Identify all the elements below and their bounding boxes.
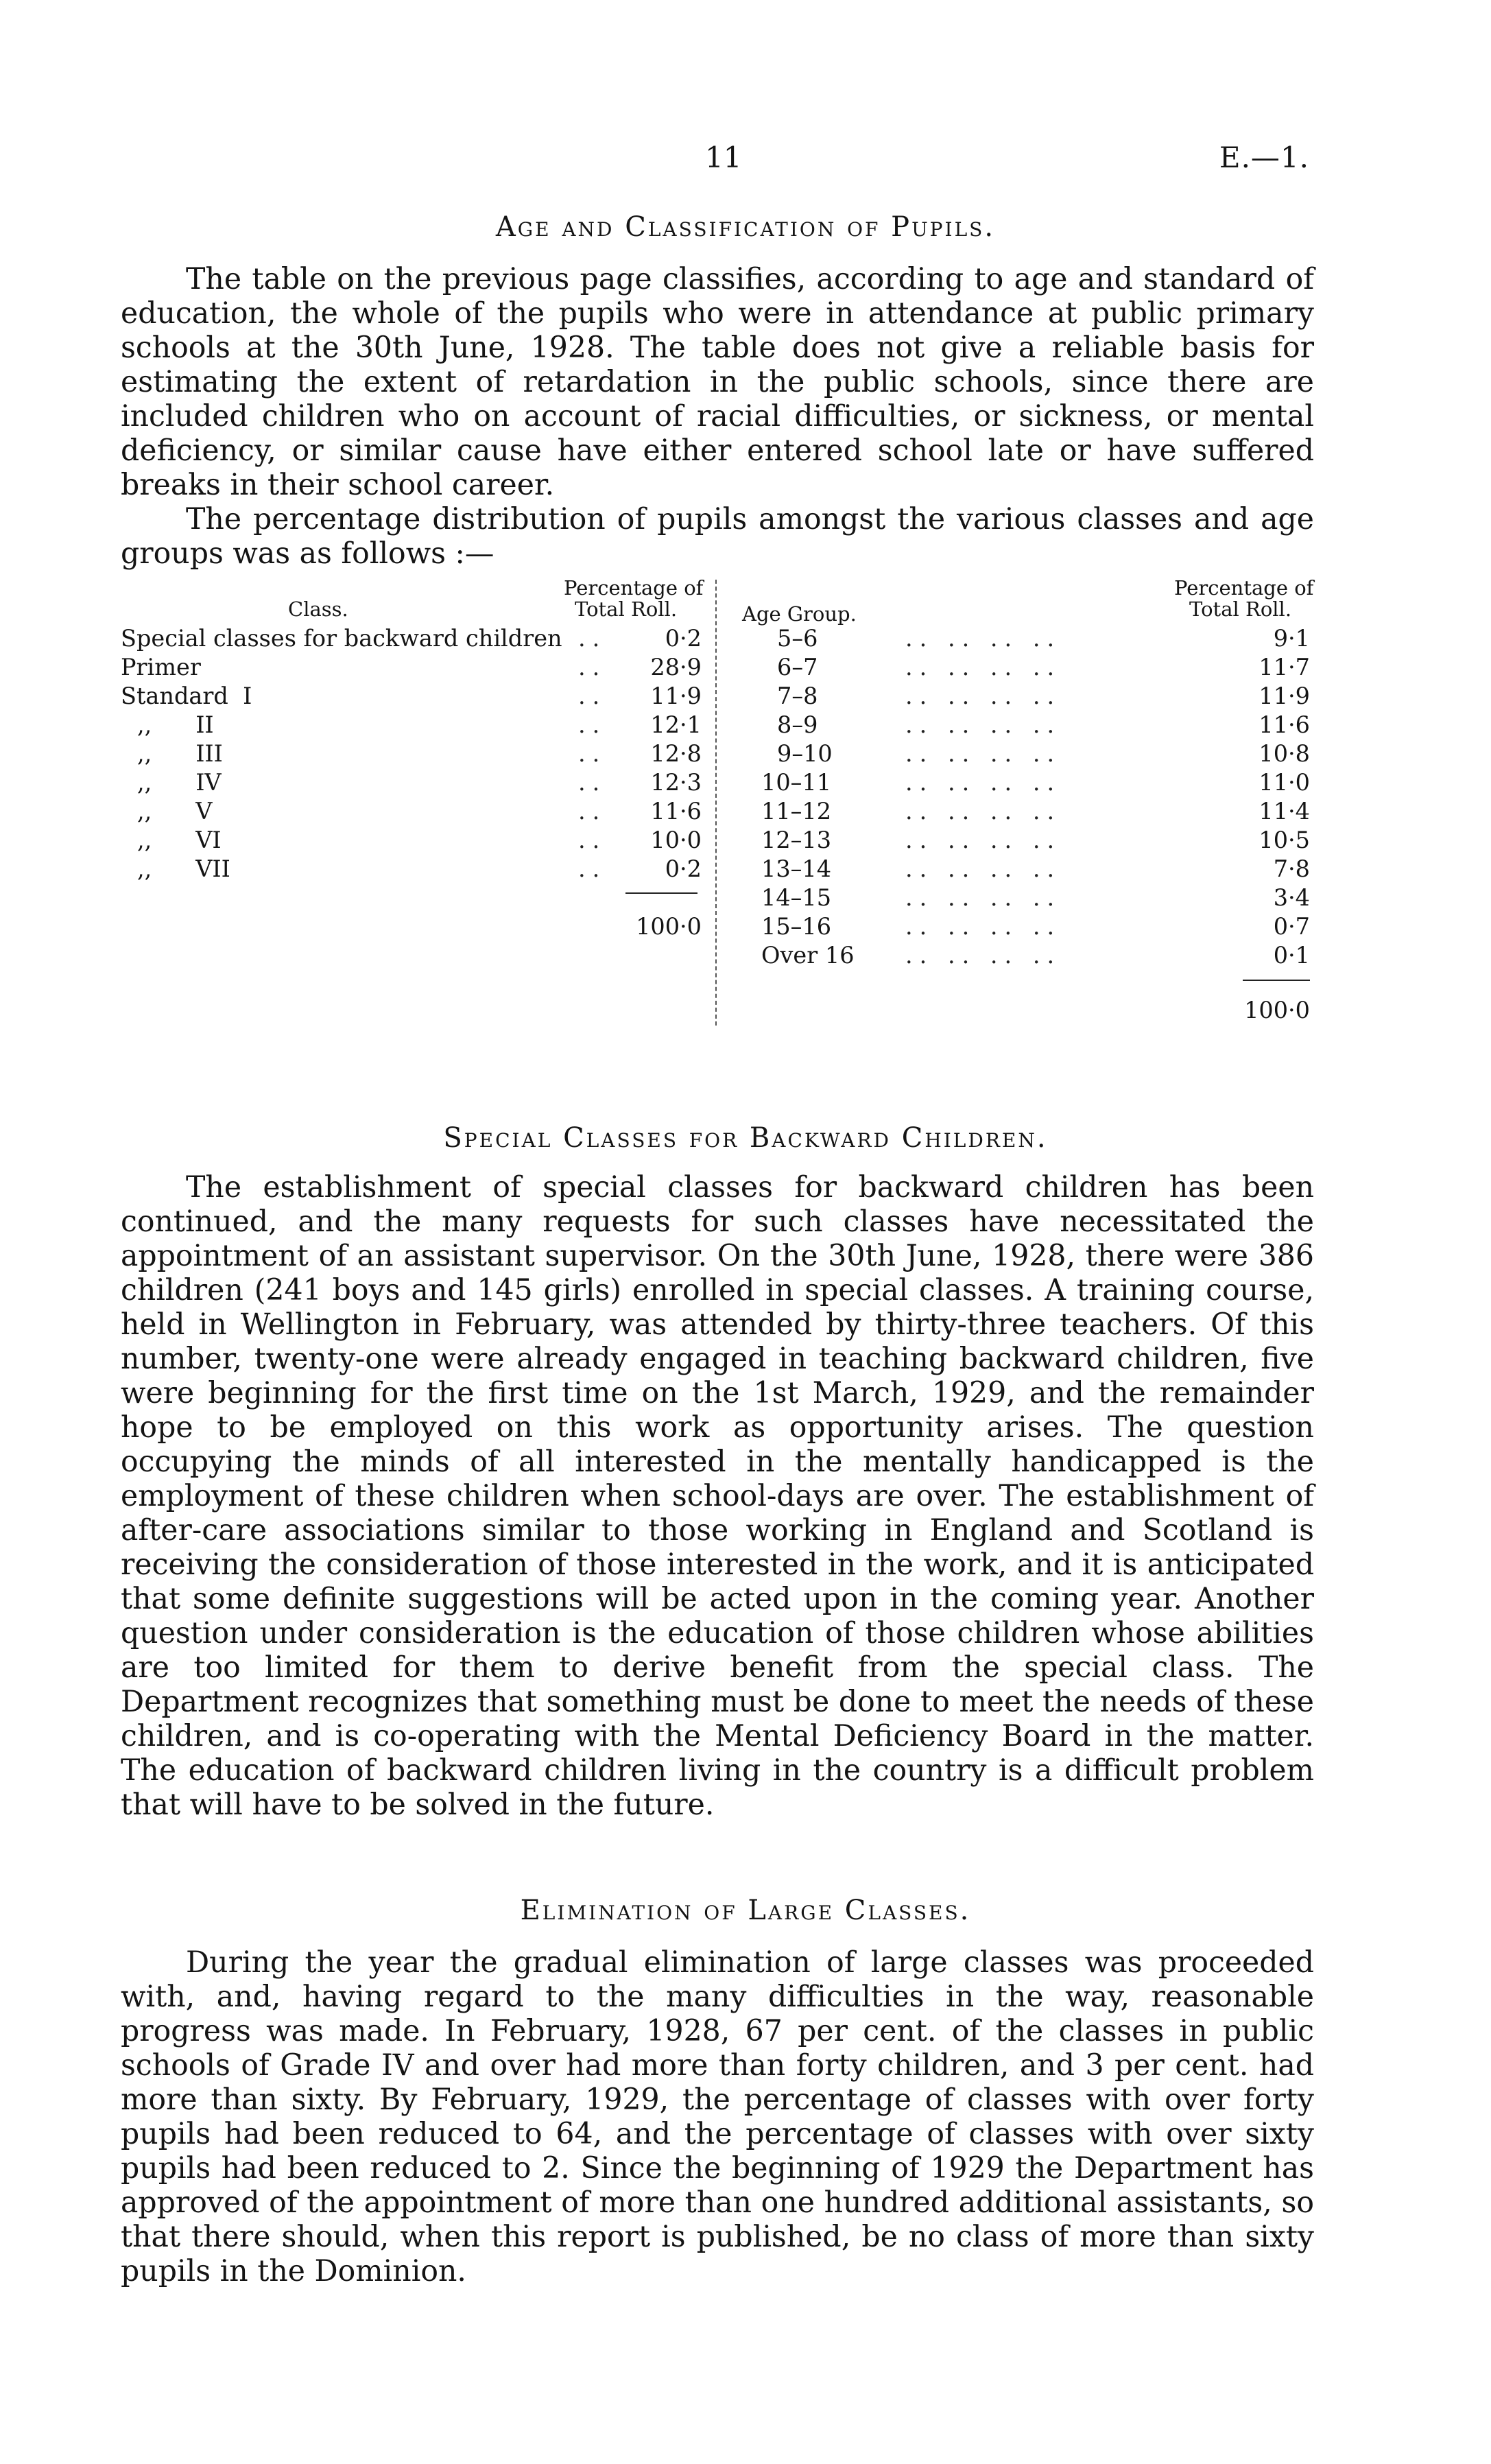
section-heading-special-classes: Special Classes for Backward Children. — [443, 1122, 1048, 1154]
table-row-value: 12·8 — [650, 740, 702, 767]
class-table-total: 100·0 — [636, 913, 702, 940]
table-row-value: 9·1 — [1273, 625, 1310, 652]
leader-dots: .. .. .. .. — [905, 855, 1062, 882]
table-row-value: 10·0 — [650, 827, 702, 853]
table-row-label: 5–6 — [777, 625, 818, 652]
leader-dots: .. — [578, 625, 607, 652]
leader-dots: .. .. .. .. — [905, 942, 1062, 969]
table-row-label: Primer — [121, 654, 201, 680]
leader-dots: .. — [578, 683, 607, 709]
table-row-label: Over 16 — [761, 942, 855, 969]
document-reference: E.—1. — [1219, 141, 1309, 174]
leader-dots: .. .. .. .. — [905, 827, 1062, 853]
table-column-divider — [715, 580, 717, 1026]
table-row-label: 13–14 — [761, 855, 832, 882]
class-table-header-class: Class. — [288, 597, 348, 621]
table-row-value: 11·6 — [1259, 711, 1310, 738]
table-row-value-cell — [578, 711, 702, 739]
table-row-value: 3·4 — [1273, 884, 1310, 911]
table-row-value: 11·0 — [1259, 769, 1310, 796]
table-row-value-cell — [578, 682, 702, 710]
age-table-total-rule — [1243, 980, 1310, 981]
page-number: 11 — [705, 141, 742, 174]
section-heading-large-classes: Elimination of Large Classes. — [520, 1895, 971, 1926]
age-table-header-pct-2: Total Roll. — [1189, 597, 1292, 621]
leader-dots: .. — [578, 740, 607, 767]
table-row-label: Standard I — [121, 683, 252, 709]
leader-dots: .. .. .. .. — [905, 625, 1062, 652]
table-row-value: 12·1 — [650, 711, 702, 738]
table-row-value-cell — [578, 768, 702, 796]
table-row-value: 11·6 — [650, 798, 702, 825]
table-row-label: ,, VII — [137, 855, 230, 882]
table-row-label: 9–10 — [777, 740, 833, 767]
table-row-value: 0·7 — [1273, 913, 1310, 940]
table-row-value-cell — [905, 739, 1310, 768]
table-row-value: 11·7 — [1259, 654, 1310, 680]
table-row-label: ,, II — [137, 711, 214, 738]
age-table-total: 100·0 — [1244, 997, 1310, 1023]
age-table-header-pct-1: Percentage of — [1174, 576, 1314, 600]
table-row-value-cell — [905, 826, 1310, 854]
leader-dots: .. .. .. .. — [905, 884, 1062, 911]
age-table-header-age: Age Group. — [742, 602, 857, 626]
table-row-value-cell — [578, 797, 702, 825]
table-row-value: 11·9 — [1259, 683, 1310, 709]
table-row-value-cell — [905, 653, 1310, 681]
leader-dots: .. .. .. .. — [905, 740, 1062, 767]
table-row-value-cell — [905, 884, 1310, 912]
table-row-value-cell — [905, 768, 1310, 796]
table-row-value-cell — [578, 624, 702, 652]
table-row-value-cell — [905, 797, 1310, 825]
table-row-value-cell — [578, 855, 702, 883]
table-row-value: 7·8 — [1273, 855, 1310, 882]
table-row-label: ,, VI — [137, 827, 222, 853]
table-row-value-cell — [578, 739, 702, 768]
table-row-label: 8–9 — [777, 711, 818, 738]
table-row-label: 11–12 — [761, 798, 832, 825]
leader-dots: .. — [578, 855, 607, 882]
table-row-label: 6–7 — [777, 654, 818, 680]
table-row-value: 11·4 — [1259, 798, 1310, 825]
leader-dots: .. .. .. .. — [905, 798, 1062, 825]
table-row-label: Special classes for backward children — [121, 625, 562, 652]
table-row-value: 0·2 — [665, 625, 702, 652]
paragraph-age-classification-2: The percentage distribution of pupils amongst the various classes and age groups was as follows :— — [121, 502, 1314, 571]
table-row-label: ,, V — [137, 798, 213, 825]
table-row-value: 10·8 — [1259, 740, 1310, 767]
table-row-value-cell — [905, 855, 1310, 883]
leader-dots: .. .. .. .. — [905, 654, 1062, 680]
class-table-total-rule — [625, 892, 697, 894]
leader-dots: .. — [578, 827, 607, 853]
table-row-label: ,, III — [137, 740, 223, 767]
table-row-value-cell — [905, 682, 1310, 710]
table-row-value: 0·1 — [1273, 942, 1310, 969]
leader-dots: .. .. .. .. — [905, 769, 1062, 796]
table-row-value: 10·5 — [1259, 827, 1310, 853]
table-row-value-cell — [905, 624, 1310, 652]
table-row-value: 28·9 — [650, 654, 702, 680]
leader-dots: .. .. .. .. — [905, 683, 1062, 709]
paragraph-special-classes: The establishment of special classes for backward children has been continued, and the many requests for such classes have necessitated the appointment of an assistant supervisor. On the 30th June, 1928, there were 386 children (241 boys and 145 girls) enrolled in special classes. A training course, held in Wellington in February, was attended by thirty-three teachers. Of this number, twenty-one were already engaged in teaching backward children, five were beginning for the first time on the 1st March, 1929, and the remainder hope to be employed on this work as opportunity arises. The question occupying the minds of all interested in the mentally handicapped is the employment of these children when school-days are over. The establishment of after-care associations similar to those working in England and Scotland is receiving the consideration of those interested in the work, and it is anticipated that some definite suggestions will be acted upon in the coming year. Another question under consideration is the education of those children whose abilities are too limited for them to derive benefit from the special class. The Department recognizes that something must be done to meet the needs of these children, and is co-operating with the Mental Deficiency Board in the matter. The education of backward children living in the country is a difficult problem that will have to be solved in the future. — [121, 1170, 1314, 1822]
section-heading-age-classification: Age and Classification of Pupils. — [495, 211, 996, 243]
table-row-value-cell — [905, 912, 1310, 940]
leader-dots: .. — [578, 798, 607, 825]
class-table-header-pct-1: Percentage of — [564, 576, 704, 600]
table-row-label: 12–13 — [761, 827, 832, 853]
leader-dots: .. — [578, 711, 607, 738]
table-row-value-cell — [905, 941, 1310, 969]
table-row-label: 14–15 — [761, 884, 832, 911]
paragraph-age-classification-1: The table on the previous page classifies, according to age and standard of education, the whole of the pupils who were in attendance at public primary schools at the 30th June, 1928. The table does not give a reliable basis for estimating the extent of retardation in the public schools, since there are included children who on account of racial difficulties, or sickness, or mental deficiency, or similar cause have either entered school late or have suffered breaks in their school career. — [121, 262, 1314, 502]
table-row-value-cell — [578, 826, 702, 854]
table-row-label: 15–16 — [761, 913, 832, 940]
leader-dots: .. — [578, 654, 607, 680]
table-row-label: ,, IV — [137, 769, 222, 796]
class-table-header-pct-2: Total Roll. — [575, 597, 678, 621]
leader-dots: .. .. .. .. — [905, 913, 1062, 940]
table-row-label: 7–8 — [777, 683, 818, 709]
paragraph-large-classes: During the year the gradual elimination of large classes was proceeded with, and, having regard to the many difficulties in the way, reasonable progress was made. In February, 1928, 67 per cent. of the classes in public schools of Grade IV and over had more than forty children, and 3 per cent. had more than sixty. By February, 1929, the percentage of classes with over forty pupils had been reduced to 64, and the percentage of classes with over sixty pupils had been reduced to 2. Since the beginning of 1929 the Department has approved of the appointment of more than one hundred additional assistants, so that there should, when this report is published, be no class of more than sixty pupils in the Dominion. — [121, 1945, 1314, 2288]
leader-dots: .. .. .. .. — [905, 711, 1062, 738]
leader-dots: .. — [578, 769, 607, 796]
table-row-value-cell — [578, 653, 702, 681]
table-row-value: 12·3 — [650, 769, 702, 796]
table-row-label: 10–11 — [761, 769, 832, 796]
table-row-value-cell — [905, 711, 1310, 739]
table-row-value: 0·2 — [665, 855, 702, 882]
table-row-value: 11·9 — [650, 683, 702, 709]
